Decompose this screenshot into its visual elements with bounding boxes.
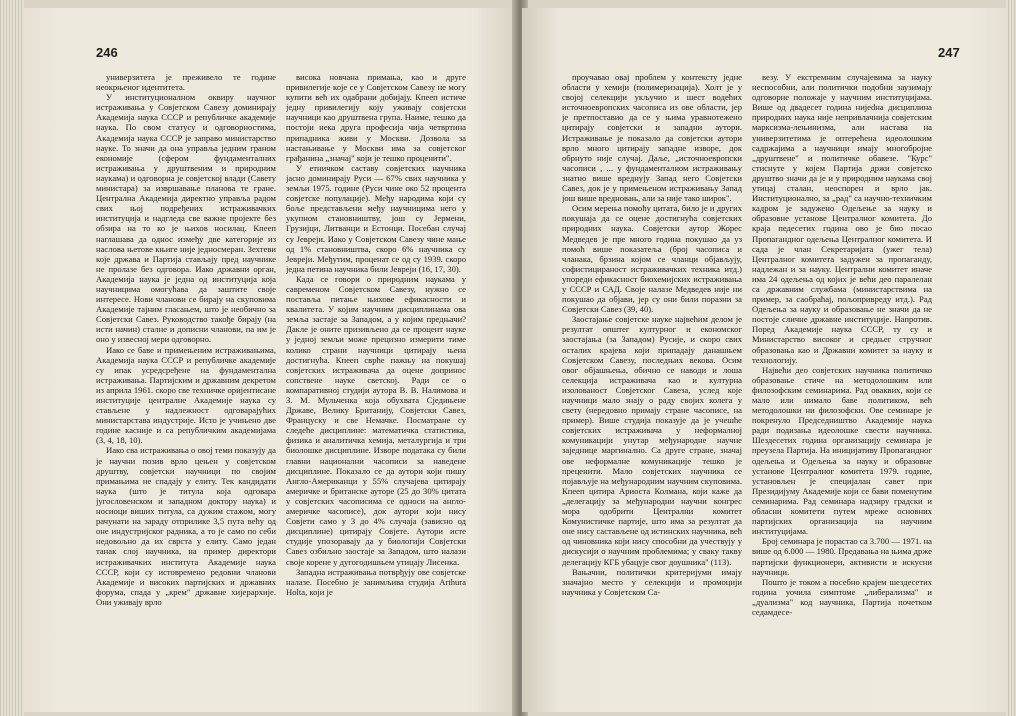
right-page: [522, 8, 1008, 712]
paragraph: Иако се бавe и примењеним истраживањима, Академија наука СССР и републичке академије су ипак усредсређене на фундаментална истраживања. Партијским и државним декретом из априла 1961. скоро све техничке оријентисане институције централне Академије наука су стављене у надлежност одговарајућих министарстава индустрије. Исто је учињено две године касније и са републичким академијама (3, 4, 18, 10).: [96, 344, 276, 446]
left-page: [22, 8, 520, 712]
left-page-number: 246: [96, 45, 118, 60]
paragraph: Број семинара је порастао са 3.700 — 1971. на више од 6.000 — 1980. Предавања на њима држе партијски функционери, активисти и искусни научници.: [752, 536, 932, 577]
paragraph: Западна истраживања потврђују ове совјетске налазе. Посебно је занимљива студија Arthura Holta, који је: [286, 566, 466, 597]
paragraph: Када се говори о природним наукама у савременом Совјетском Савезу, нужно се поставља питање њихове ефикасности и квалитета. У којим научним дисциплинама ова земља застаје за Западом, а у којим предњачи? Дакле је оните призивљено да се процент науке у једној земљи може прецизно измерити тиме колико страни научници цитирају њена достигнућа. Кпееп сврће пажњу на покушај совјетских истраживача да оцене допринос сопствене науке светској. Ради се о компаративној студији аутора В. В. Налимова и З. М. Мульченка која обухвата Сједињене Државе, Велику Британију, Совјетски Савез, Француску и све Немачке. Посматране су следеће дисциплине: математичка статистика, физика и аналитичка хемија, металургија и три биолошке дисциплине. Изворе податакa су били главни национални часописи за наведене дисциплине. Показало се да аутори који пишу Англо-Американци у 55% случајева цитирају америчке и британске ауторе (25 до 30% цитата у совјетских часописима се односи на англо-америчке часописе), док аутори који нису Совјети само у 3 до 4% случаја (зависно од дисциплине) цитирају Совјете. Аутори исте студије упозоравају да у биологији Совјетски Савез озбиљно заостаје за Западом, што налази своје корене у дугогодишњем утицају Лисенка.: [286, 273, 466, 567]
paragraph: У етничком саставу совјетских научника јасно доминирају Руси — 67% свих научника у земљи 1975. године (Руси чине око 52 процента совјетске популације). Међу народима који су боље представљени међу научницима него у укупном становништву, још су Јермени, Грузијци, Литванци и Естонци. Посебан случај су Јевреји. Иако у Совјетском Савезу чине мање од 1% становништва, скоро 6% научника су Јевреји. Међутим, проценат се од су 1939. скоро једна петина научника били Јевреји (16, 17, 30).: [286, 162, 466, 274]
left-page-edges: [0, 0, 24, 716]
left-column-1: [96, 72, 276, 702]
paragraph: Заостајање совјетске науке највећим делом је резултат општег културног и економског заостајања (за Западом) Русије, и скоро свих осталих крајева који припадају данашњем Совјетском Савезу, последњих векова. Осим овог објашњења, обично се наводи и лоша селекција истраживача као и културна изолованост Совјетског Савеза, услед које научници мало знају о раду својих колега у свету (нередовно примају стране часописе, на пример). Више студија показује да је учешће совјетских истраживача у неформалној комуникацији унутар међународне научне заједнице маргинално. Са друге стране, значај ове неформалне комуникације тешко је преценити. Мало совјетских научника се појављује на међународним научним скуповима. Кпееп цитира Ариоста Колмана, који каже да „делегацију за међународни научни конгрес мора одобрити Централни комитет Комунистичке партије, што има за резултат да оне нису састављене од истинских научника, већ од чиновника који нису способни да учествују у дискусији о научним проблемима; у свакy таквy делегацију КГБ убацује свог доушника" (113).: [562, 314, 742, 567]
right-page-number: 247: [938, 45, 960, 60]
paragraph: проучавао овај проблем у контексту једне области у хемији (полимеризација). Холт је у својој селекцији укључио и шест водећих источноевропских часописа из ове области, јер је претпоставио да се у њима уравнотежено цитирају совјетски и западни аутори. Истраживање је показало да совјетски аутори врло много цитирају западне изворе, док обрнуто није случај. Даље, „источноевропски часописи , ... у фундаменталном истраживању знатно више вреднују Запад него Совјетски Савез, док је у примењеном истраживању Запад још више вредновањ, али за није тако широк".: [562, 72, 742, 204]
left-column-2: [286, 72, 466, 702]
paragraph: Пошто је током а посебно крајем шездесетих година уочила симптоме „либерализма" и „дуализма" код научника, Партија почетком седамдесе-: [752, 576, 932, 617]
right-column-1: [562, 72, 742, 702]
paragraph: Вањачни, политички критеријуми имају значајно место у селекцији и промоцији научника у Совјетском Са-: [562, 566, 742, 597]
paragraph: универзитета је преживело те године неокрњеног идентитета.: [96, 72, 276, 93]
paragraph: висока новчана примања, као и друге привилегије које се у Совјетском Савезу не могу купити већ их одабрани добијају. Кпееп истиче једну привилегију коју уживају совјетски научници као друштвена група. Наиме, тешко да постоји нека друга професија чија четвртина припадника живи у Москви. Дозвола за настањивање у Москви има за совјетског грађанина „значај" који је тешко проценити".: [286, 72, 466, 163]
paragraph: У институционалном оквиру научног истраживања у Совјетском Савезу доминирају Академија наука СССР и републичке академије наука. По свом статусу и одговорностима, Академија наука СССР је заправо министарство науке. То значи да она управља једним граном економије (сфером фундаменталних истраживања у друштвеним и природним наукама) и одговорна је совјетској влади (Савету министара) за извршавање планова те гране. Централна Академија директно управља радом свих њој подређених истраживачких институција и надгледа све важне пројекте без обзира на то ко је њихов носилац. Кпееп наглашава да однос између две категорије из насловa њетове књиге није једносмеран. Зехтеви које држава и Партија стављају пред научнике не пролазе без одговора. Иако државни орган, Академија наука је једна од институција која научницима омогућава да заштите своје интересе. Нови чланови се бирају на скуповима Академије тајним гласањем, што је необично за Совјетски Савез. Руководство такође бирају (на исти начин) сталне и дописни чланови, па им је оно у извесној мери одговорно.: [96, 92, 276, 345]
right-column-2: [752, 72, 932, 702]
paragraph: везу. У екстремним случајевима за науку неспособни, али политички подобни заузимају одговорне положаје у научним институцијама. Више од двадесет година нијedна дисциплина природних наука није непривлачнија совјетским марксизма-лењинизма, али настава на универзитетима је оптерећена идеолошким садржајима а научници имају многобројне „друштвене" и политичке обавезе. "Курс" стиснуте у којем Партија држи совјетско друштво значи да је и у природним наукама свој утицај сталан, неоспорен и врло јак. Институционално, за „рад" са научно-техничким кадром је задужено Одељење за науку и образовне установе Централног комитета. До краја педесетих година ово је био посао Пропагандног одељења Централног комитета. И сада је члан Секретаријата (ужег тела) Централног комитета задужен за пропаганду, надлежан и за науку. Централни комитет иначе има 24 одељења од којих је већи део паралелан са државним службама (министарствима на пример, за саобраћај, пољопривреду итд.). Рад Одељења за науку и образовање не значи да не постоје сличне државне институције. Напротив. Поред Академије наука СССР, ту су и Министарство високог и средњег стручног образовања као и Државни комитет за науку и технологију.: [752, 72, 932, 365]
paragraph: Осим мерења помоћу цитата, било је и других покушаја да се оцене достигнућа совјетских природних наука. Совјетски аутор Жорес Медведев је пре много година покушао да уз помоћ више показатеља (број часописа и чланака, брзина којом се чланци објављују, софистицираност истраживачких техника итд.) упореди ефикасност биохемијских истраживања у СССР и САД. Своје налазе Медведев није ни покушао да објави, јер су они били поразни за Совјетски Савез (39, 40).: [562, 203, 742, 315]
paragraph: Највећи део совјетских научника политичко образовање стиче на методолошким или филозофским семинарима. Рад оваквих, који се мало или нимало баве политиком, већ методолошки ни филозофски. Ове семинаре је покренуло Председништво Академије наука ради подизања идеолошке свести научника. Шездесетих година организацију семинара је преузела Партија. На иницијативу Пропагандног одељења и Одељења за науку и образовне установе Централног комитета 1979. године, установљен је специјалан савет при Президијуму Академије који се бави поменутим семинарима. Рад семинара надзиру градски и обласни комитети путем мреже основних партијских организација на научним институцијама.: [752, 364, 932, 537]
right-page-edges: [1006, 0, 1016, 716]
paragraph: Иако сва истраживања о овој теми показују да је научни позив врло цењен у совјетском друштву, совјетски научници по својим примањима не спадају у елиту. Тек кандидати наука (што је титула која одговара југословенском и западном доктору наука) и носиоци виших титула, са дужим стажом, могу рачунати на зараду отприлике 3,5 пута већу од оне индустријског радника, а то је само по себи недовољно да их сврста у елиту. Само један танак слој научника, на пример директори истраживачких института Академије наука СССР, који су истовремено редовни чланови Академије и високих партијских и државних форума, спада у „крем" државне хијерархије. Они уживају врло: [96, 445, 276, 607]
